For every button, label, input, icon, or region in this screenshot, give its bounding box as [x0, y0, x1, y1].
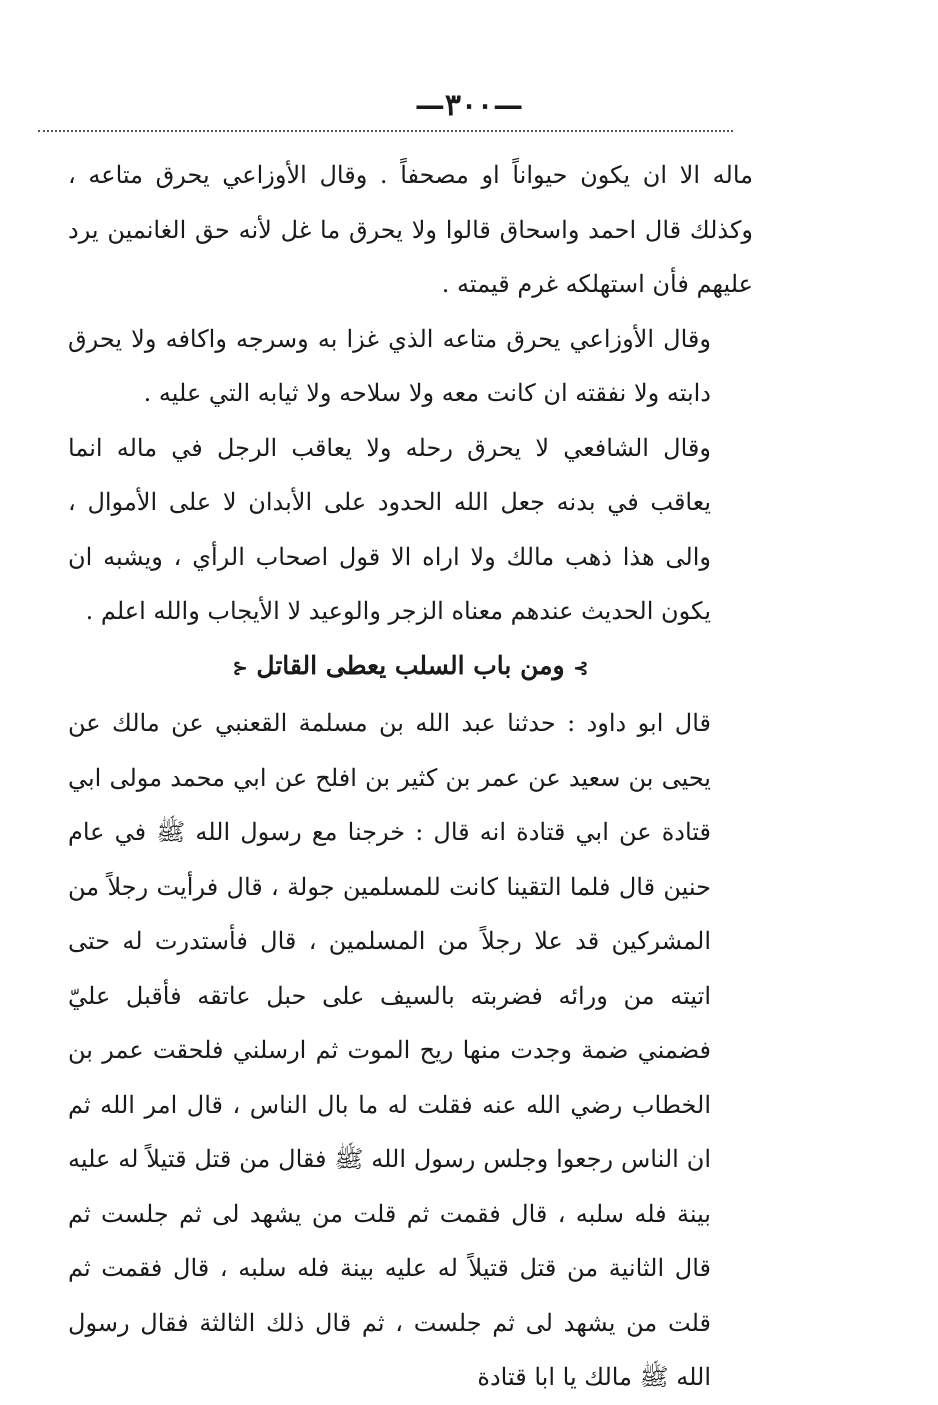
- paragraph-hadith: قال ابو داود : حدثنا عبد الله بن مسلمة القعنبي عن مالك عن يحيى بن سعيد عن عمر بن كثير بن افلح عن ابي محمد مولى ابي قتادة عن ابي قتادة انه قال : خرجنا مع رسول الله ﷺ في عام حنين قال فلما التقينا كانت للمسلمين جولة ، قال فرأيت رجلاً من المشركين قد علا رجلاً من المسلمين ، قال فأستدرت له حتى اتيته من ورائه فضربته بالسيف على حبل عاتقه فأقبل عليّ فضمني ضمة وجدت منها ريح الموت ثم ارسلني فلحقت عمر بن الخطاب رضي الله عنه فقلت له ما بال الناس ، قال امر الله ثم ان الناس رجعوا وجلس رسول الله ﷺ فقال من قتل قتيلاً له عليه بينة فله سلبه ، قال فقمت ثم قلت من يشهد لى ثم جلست ثم قال الثانية من قتل قتيلاً له عليه بينة فله سلبه ، قال فقمت ثم قلت من يشهد لى ثم جلست ، ثم قال ذلك الثالثة فقال رسول الله ﷺ مالك يا ابا قتادة: [68, 709, 711, 1391]
- header-rule: [38, 130, 733, 132]
- page-number: —٣٠٠—: [414, 88, 524, 123]
- section-heading-text: ومن باب السلب يعطى القاتل: [256, 650, 565, 680]
- paragraph-continuation: ماله الا ان يكون حيواناً او مصحفاً . وقال الأوزاعي يحرق متاعه ، وكذلك قال احمد واسحاق قالوا ولا يحرق ما غل لأنه حق الغانمين يرد عليهم فأن استهلكه غرم قيمته .: [68, 161, 753, 298]
- paragraph-awzai: وقال الأوزاعي يحرق متاعه الذي غزا به وسرجه واكافه ولا يحرق دابته ولا نفقته ان كانت معه ولا سلاحه ولا ثيابه التي عليه .: [68, 324, 711, 407]
- heading-ornament-left: ⊰: [232, 657, 248, 679]
- section-heading: [68, 639, 753, 697]
- body-text: [68, 148, 753, 1405]
- heading-ornament-right: ⊱: [573, 657, 589, 679]
- paragraph-shafii: وقال الشافعي لا يحرق رحله ولا يعاقب الرجل في ماله انما يعاقب في بدنه جعل الله الحدود على الأبدان لا على الأموال ، والى هذا ذهب مالك ولا اراه الا قول اصحاب الرأي ، ويشبه ان يكون الحديث عندهم معناه الزجر والوعيد لا الأيجاب والله اعلم .: [68, 433, 711, 625]
